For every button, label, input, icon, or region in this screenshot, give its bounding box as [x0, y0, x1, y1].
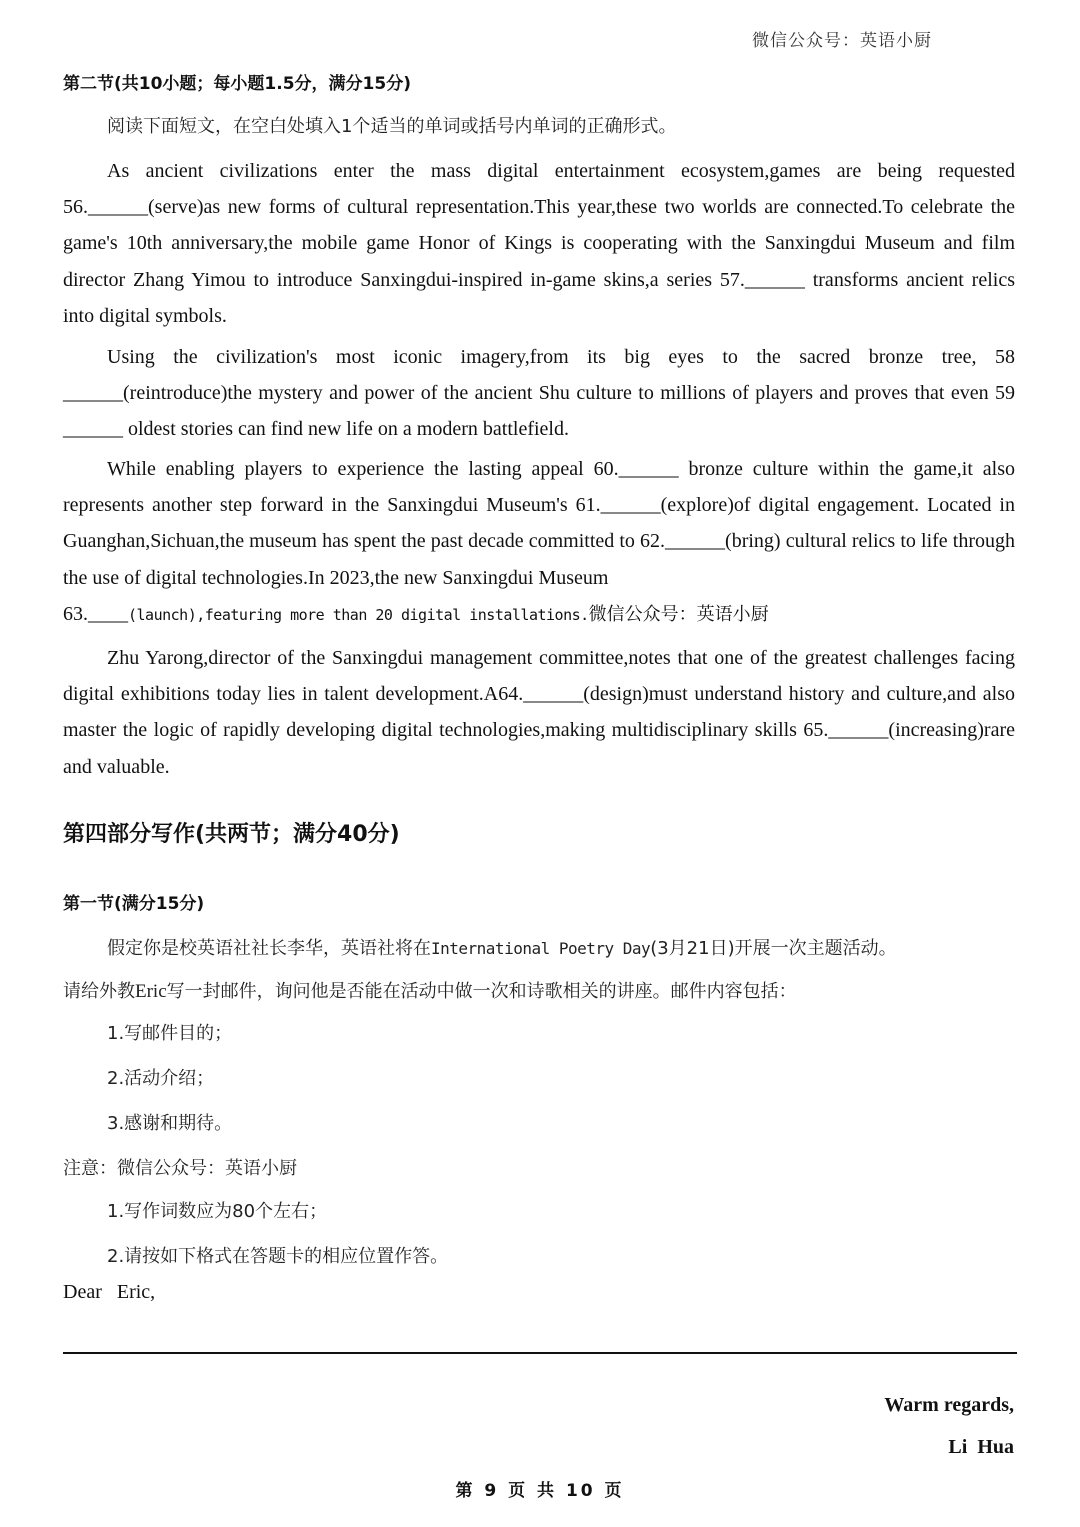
writing-task-line-2 [63, 977, 797, 1003]
part-4-title: 第四部分写作(共两节；满分40分) [63, 822, 400, 847]
page-number-footer: 第 9 页 共 10 页 [455, 1481, 625, 1501]
answer-line-divider [63, 1352, 1017, 1354]
task2-text-eric: Eric [135, 981, 167, 1002]
task2-text-a: 请给外教 [63, 981, 135, 1002]
blank-63: 63.____ [63, 603, 128, 625]
content-item-1: 1.写邮件目的； [107, 1023, 233, 1044]
note-item-2: 2.请按如下格式在答题卡的相应位置作答。 [107, 1246, 449, 1267]
passage-paragraph-1: As ancient civilizations enter the mass digital entertainment ecosystem,games are being requested 56.______(serve)as new forms of cultural representation.This year,these two worlds are connected.To celebrate the game's 10th anniversary,the mobile game Honor of Kings is cooperating with the Sanxingdui Museum and film director Zhang Yimou to introduce Sanxingdui-inspired in-game skins,a series 57.______ transforms ancient relics into digital symbols. [63, 160, 1015, 327]
header-watermark-note: 微信公众号：英语小厨 [752, 31, 932, 51]
task-text-poetry-day: International Poetry Day [431, 939, 651, 958]
inline-watermark-note: 微信公众号：英语小厨 [588, 604, 769, 625]
letter-greeting: Dear Eric, [63, 1281, 156, 1303]
passage-paragraph-2: Using the civilization's most iconic imagery,from its big eyes to the sacred bronze tree, 58 ______(reintroduce)the mystery and power of the ancient Shu culture to millions of players and proves that even 59 ______ oldest stories can find new life on a modern battlefield. [63, 346, 1015, 441]
passage-paragraph-3: While enabling players to experience the lasting appeal 60.______ bronze culture within the game,it also represents another step forward in the Sanxingdui Museum's 61.______(explore)of digital engagement. Located in Guanghan,Sichuan,the museum has spent the past decade committed to 62.______(bring) cultural relics to life through the use of digital technologies.In 2023,the new Sanxingdui Museum [63, 458, 1015, 589]
letter-closing: Warm regards, [884, 1394, 1014, 1416]
task2-text-c: 写一封邮件，询问他是否能在活动中做一次和诗歌相关的讲座。邮件内容包括： [166, 981, 797, 1002]
section-2-title: 第二节(共10小题；每小题1.5分，满分15分) [63, 74, 411, 94]
writing-task-line-1 [107, 934, 897, 960]
writing-section-1-title: 第一节(满分15分) [63, 894, 205, 914]
task-text-c: (3月21日)开展一次主题活动。 [650, 938, 897, 959]
note-item-1: 1.写作词数应为80个左右； [107, 1201, 328, 1222]
launch-clause: (launch),featuring more than 20 digital installations. [128, 606, 589, 624]
passage-paragraph-3-last-line [63, 600, 769, 626]
notes-title: 注意：微信公众号：英语小厨 [63, 1158, 297, 1179]
letter-signature: Li Hua [948, 1436, 1014, 1458]
section-2-instruction: 阅读下面短文，在空白处填入1个适当的单词或括号内单词的正确形式。 [107, 116, 677, 137]
content-item-2: 2.活动介绍； [107, 1068, 215, 1089]
task-text-a: 假定你是校英语社社长李华，英语社将在 [107, 938, 431, 959]
content-item-3: 3.感谢和期待。 [107, 1113, 233, 1134]
passage-paragraph-4: Zhu Yarong,director of the Sanxingdui management committee,notes that one of the greatest challenges facing digital exhibitions today lies in talent development.A64.______(design)must understand history and culture,and also master the logic of rapidly developing digital technologies,making multidisciplinary skills 65.______(increasing)rare and valuable. [63, 647, 1015, 778]
